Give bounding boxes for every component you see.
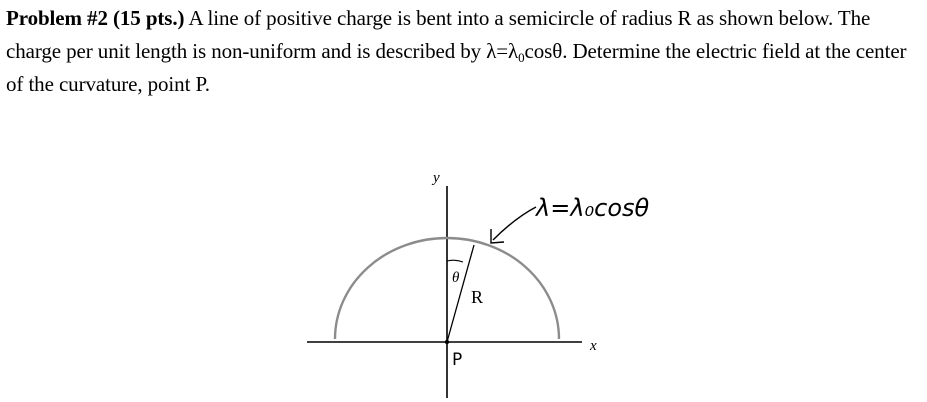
point-p-dot: [445, 340, 449, 344]
annotation-arrow: [493, 207, 536, 240]
problem-text-part1: A line of positive charge is bent into a semicircle of radius R as shown below. The charge per unit length is non-uniform and is described by: [6, 6, 871, 63]
radius-line: [447, 245, 474, 342]
problem-text-part2: . Determine the electric field at the center of the curvature, point P.: [6, 39, 907, 96]
formula-cos: cosθ: [524, 39, 563, 63]
lambda-annotation: λ=λ₀cosθ: [536, 194, 650, 222]
theta-arc: [447, 260, 463, 262]
formula-lambda: λ=λ: [486, 39, 519, 63]
point-p-label: P: [452, 350, 463, 370]
x-axis-label: x: [590, 338, 597, 354]
formula-subscript: 0: [518, 50, 525, 65]
theta-label: θ: [452, 270, 460, 286]
y-axis-label: y: [433, 170, 440, 186]
radius-label: R: [471, 287, 484, 307]
problem-heading: Problem #2 (15 pts.): [6, 6, 185, 30]
